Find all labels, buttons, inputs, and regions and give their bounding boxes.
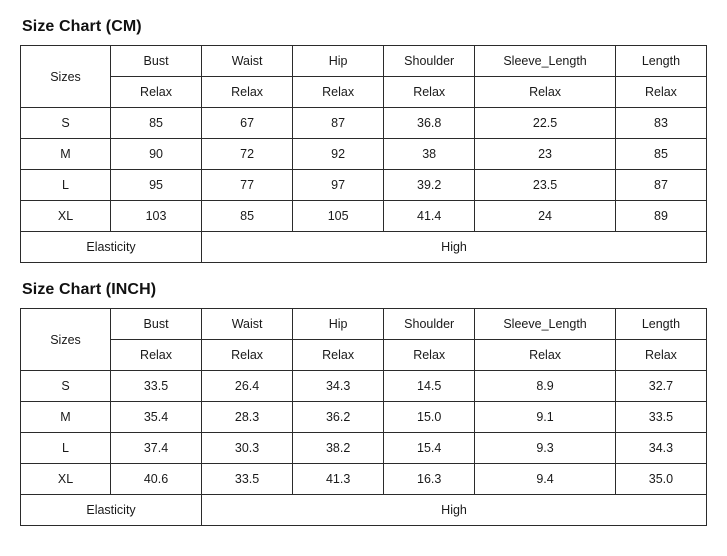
fit-length: Relax: [615, 77, 706, 108]
cell-waist: 30.3: [202, 433, 293, 464]
elasticity-label: Elasticity: [21, 232, 202, 263]
cell-hip: 97: [293, 170, 384, 201]
table-fit-row: [21, 340, 707, 371]
fit-waist: Relax: [202, 77, 293, 108]
fit-shoulder: Relax: [384, 340, 475, 371]
table-row: [21, 201, 707, 232]
header-sleeve-length: Sleeve_Length: [475, 309, 616, 340]
cell-length: 87: [615, 170, 706, 201]
cell-sleeve-length: 9.3: [475, 433, 616, 464]
header-sizes: Sizes: [21, 46, 111, 108]
cell-length: 32.7: [615, 371, 706, 402]
table-fit-row: [21, 77, 707, 108]
table-row: [21, 139, 707, 170]
cell-hip: 105: [293, 201, 384, 232]
cell-bust: 90: [111, 139, 202, 170]
cell-sleeve-length: 9.4: [475, 464, 616, 495]
cell-waist: 33.5: [202, 464, 293, 495]
row-size: M: [21, 139, 111, 170]
elasticity-label: Elasticity: [21, 495, 202, 526]
table-row: [21, 402, 707, 433]
cell-shoulder: 15.4: [384, 433, 475, 464]
cell-length: 89: [615, 201, 706, 232]
cell-bust: 33.5: [111, 371, 202, 402]
cell-waist: 67: [202, 108, 293, 139]
cell-length: 83: [615, 108, 706, 139]
table-row: [21, 170, 707, 201]
header-hip: Hip: [293, 46, 384, 77]
cell-hip: 87: [293, 108, 384, 139]
header-sizes: Sizes: [21, 309, 111, 371]
cell-waist: 72: [202, 139, 293, 170]
cell-length: 85: [615, 139, 706, 170]
elasticity-value: High: [202, 232, 707, 263]
cell-hip: 92: [293, 139, 384, 170]
cell-length: 34.3: [615, 433, 706, 464]
header-shoulder: Shoulder: [384, 309, 475, 340]
fit-hip: Relax: [293, 340, 384, 371]
cell-hip: 36.2: [293, 402, 384, 433]
table-row: [21, 371, 707, 402]
table-header-row: [21, 46, 707, 77]
row-size: M: [21, 402, 111, 433]
size-chart-cm: [20, 18, 707, 263]
cell-shoulder: 16.3: [384, 464, 475, 495]
row-size: L: [21, 433, 111, 464]
fit-waist: Relax: [202, 340, 293, 371]
cell-sleeve-length: 9.1: [475, 402, 616, 433]
header-waist: Waist: [202, 309, 293, 340]
cell-waist: 85: [202, 201, 293, 232]
cell-bust: 40.6: [111, 464, 202, 495]
header-sleeve-length: Sleeve_Length: [475, 46, 616, 77]
header-hip: Hip: [293, 309, 384, 340]
cell-sleeve-length: 8.9: [475, 371, 616, 402]
cell-shoulder: 14.5: [384, 371, 475, 402]
table-row: [21, 464, 707, 495]
header-bust: Bust: [111, 309, 202, 340]
size-table-inch: [20, 308, 707, 526]
table-elasticity-row: [21, 495, 707, 526]
cell-shoulder: 41.4: [384, 201, 475, 232]
fit-bust: Relax: [111, 340, 202, 371]
cell-shoulder: 36.8: [384, 108, 475, 139]
row-size: S: [21, 371, 111, 402]
header-length: Length: [615, 46, 706, 77]
cell-bust: 95: [111, 170, 202, 201]
cell-hip: 34.3: [293, 371, 384, 402]
fit-hip: Relax: [293, 77, 384, 108]
fit-length: Relax: [615, 340, 706, 371]
fit-bust: Relax: [111, 77, 202, 108]
table-header-row: [21, 309, 707, 340]
fit-sleeve-length: Relax: [475, 340, 616, 371]
table-row: [21, 433, 707, 464]
cell-bust: 85: [111, 108, 202, 139]
size-table-cm: [20, 45, 707, 263]
cell-bust: 103: [111, 201, 202, 232]
cell-hip: 38.2: [293, 433, 384, 464]
cell-bust: 35.4: [111, 402, 202, 433]
page-title-inch: Size Chart (INCH): [22, 281, 157, 298]
header-bust: Bust: [111, 46, 202, 77]
fit-sleeve-length: Relax: [475, 77, 616, 108]
cell-sleeve-length: 23.5: [475, 170, 616, 201]
cell-shoulder: 39.2: [384, 170, 475, 201]
cell-waist: 28.3: [202, 402, 293, 433]
fit-shoulder: Relax: [384, 77, 475, 108]
row-size: XL: [21, 201, 111, 232]
elasticity-value: High: [202, 495, 707, 526]
row-size: XL: [21, 464, 111, 495]
header-waist: Waist: [202, 46, 293, 77]
cell-sleeve-length: 24: [475, 201, 616, 232]
header-length: Length: [615, 309, 706, 340]
cell-waist: 26.4: [202, 371, 293, 402]
cell-sleeve-length: 23: [475, 139, 616, 170]
page-title-cm: Size Chart (CM): [22, 18, 142, 35]
cell-waist: 77: [202, 170, 293, 201]
cell-shoulder: 15.0: [384, 402, 475, 433]
row-size: L: [21, 170, 111, 201]
row-size: S: [21, 108, 111, 139]
table-elasticity-row: [21, 232, 707, 263]
cell-hip: 41.3: [293, 464, 384, 495]
cell-sleeve-length: 22.5: [475, 108, 616, 139]
table-row: [21, 108, 707, 139]
cell-bust: 37.4: [111, 433, 202, 464]
cell-shoulder: 38: [384, 139, 475, 170]
cell-length: 35.0: [615, 464, 706, 495]
cell-length: 33.5: [615, 402, 706, 433]
header-shoulder: Shoulder: [384, 46, 475, 77]
size-chart-inch: [20, 281, 707, 526]
